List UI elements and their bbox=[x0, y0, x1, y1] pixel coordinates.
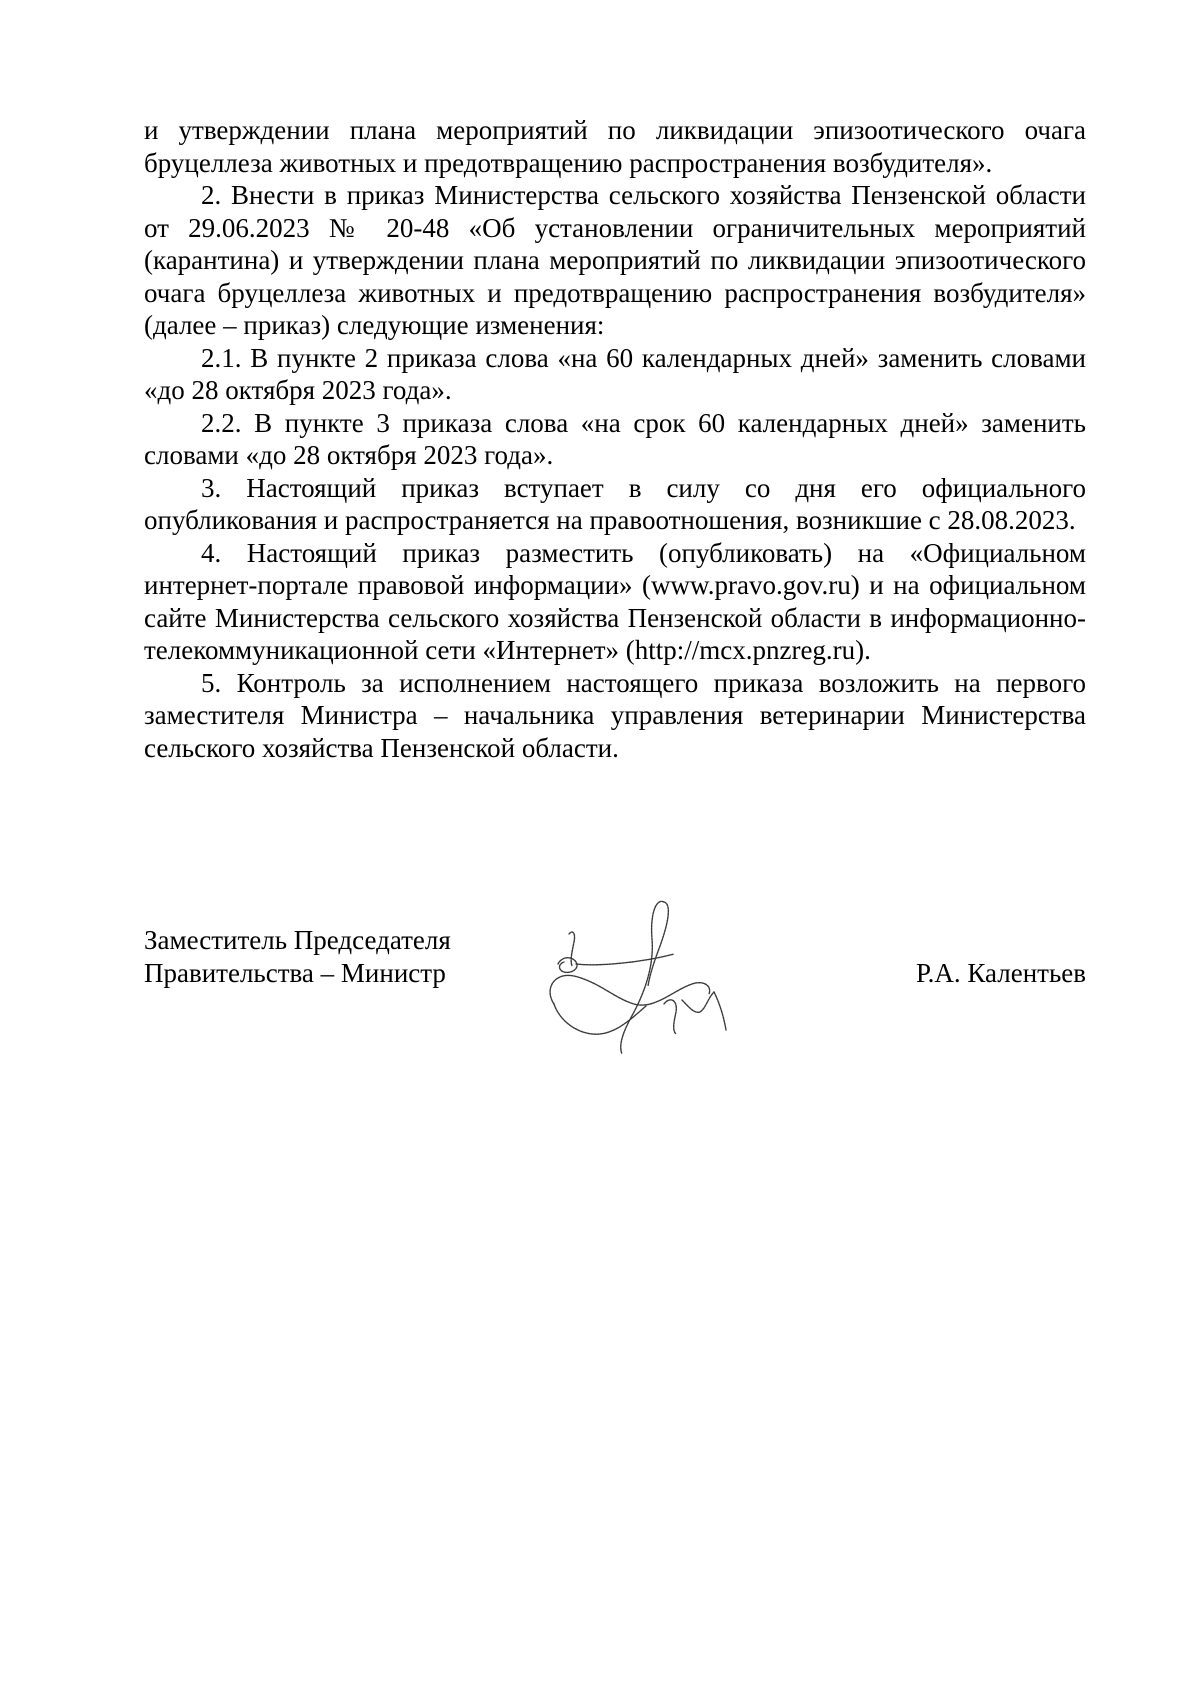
paragraph-5: 5. Контроль за исполнением настоящего приказа возложить на первого заместителя Министра – начальника управления ветеринарии Министерства сельского хозяйства Пензенской области. bbox=[144, 667, 1086, 763]
paragraph-2: 2. Внести в приказ Министерства сельского хозяйства Пензенской области от 29.06.2023 № 20-48 «Об установлении ограничительных мероприятий (карантина) и утверждении плана мероприятий по ликвидации эпизоотического очага бруцеллеза животных и предотвращению распространения возбудителя» (далее – приказ) следующие изменения: bbox=[144, 180, 1086, 340]
paragraph-4: 4. Настоящий приказ разместить (опубликовать) на «Официальном интернет-портале правовой информации» (www.pravo.gov.ru) и на официальном сайте Министерства сельского хозяйства Пензенской области в информационно-телекоммуникационной сети «Интернет» (http://mcx.pnzreg.ru). bbox=[144, 537, 1086, 665]
signatory-position-line1: Заместитель Председателя bbox=[144, 925, 451, 955]
document-body bbox=[144, 114, 1086, 764]
signature-block bbox=[144, 924, 1086, 1064]
handwritten-signature-icon bbox=[514, 894, 734, 1059]
signatory-name: Р.А. Калентьев bbox=[915, 957, 1086, 988]
paragraph-2-2: 2.2. В пункте 3 приказа слова «на срок 60 календарных дней» заменить словами «до 28 октября 2023 года». bbox=[144, 407, 1086, 470]
signatory-position-line2: Правительства – Министр bbox=[144, 957, 446, 988]
paragraph-2-1: 2.1. В пункте 2 приказа слова «на 60 календарных дней» заменить словами «до 28 октября 2023 года». bbox=[144, 342, 1086, 405]
paragraph-3: 3. Настоящий приказ вступает в силу со дня его официального опубликования и распространяется на правоотношения, возникшие с 28.08.2023. bbox=[144, 472, 1086, 535]
signatory-position bbox=[144, 924, 544, 989]
paragraph-continuation: и утверждении плана мероприятий по ликвидации эпизоотического очага бруцеллеза животных и предотвращению распространения возбудителя». bbox=[144, 115, 1086, 178]
